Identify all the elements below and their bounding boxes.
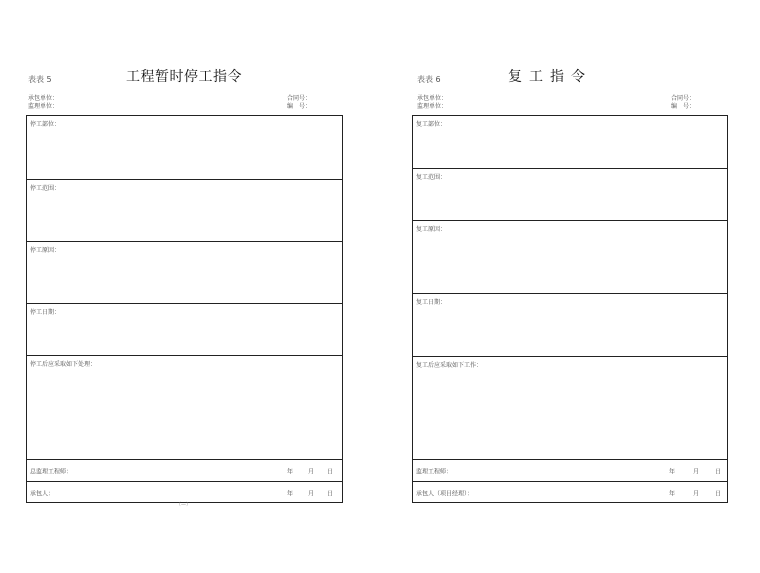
table-number: 表表 5 xyxy=(28,75,52,84)
row-label: 停工原因： xyxy=(30,247,61,254)
form-table xyxy=(26,115,343,503)
date-day: 日 xyxy=(327,490,334,497)
contractor-label: 承包单位： xyxy=(28,95,59,102)
date-month: 月 xyxy=(693,468,700,475)
row-stop-actions xyxy=(27,355,342,459)
row-label: 复工日期： xyxy=(416,299,447,306)
row-label: 停工后应采取如下处理： xyxy=(30,361,97,368)
row-supervisor-signature xyxy=(413,459,727,481)
signature-label: 总监理工程师： xyxy=(30,468,73,475)
signature-label: 承包人： xyxy=(30,490,55,497)
date-year: 年 xyxy=(287,490,294,497)
date-month: 月 xyxy=(308,490,315,497)
date-year: 年 xyxy=(669,490,676,497)
signature-label: 监理工程师： xyxy=(416,468,453,475)
supervisor-label: 监理单位： xyxy=(28,103,59,110)
row-resume-reason xyxy=(413,220,727,293)
date-day: 日 xyxy=(327,468,334,475)
supervisor-label: 监理单位： xyxy=(417,103,448,110)
resume-work-order-form xyxy=(380,0,760,573)
row-label: 复工部位： xyxy=(416,121,447,128)
date-month: 月 xyxy=(308,468,315,475)
row-stop-scope xyxy=(27,179,342,241)
row-resume-location xyxy=(413,116,727,168)
row-label: 停工日期： xyxy=(30,309,61,316)
row-label: 复工范围： xyxy=(416,174,447,181)
date-year: 年 xyxy=(287,468,294,475)
row-resume-scope xyxy=(413,168,727,220)
row-contractor-signature xyxy=(27,481,342,503)
row-stop-date xyxy=(27,303,342,355)
date-day: 日 xyxy=(715,490,722,497)
date-year: 年 xyxy=(669,468,676,475)
row-label: 复工后应采取如下工作： xyxy=(416,362,483,369)
row-chief-supervisor-signature xyxy=(27,459,342,481)
form-table xyxy=(412,115,728,503)
table-number: 表表 6 xyxy=(417,75,441,84)
contract-number-label: 合同号： xyxy=(671,95,696,102)
row-label: 复工原因： xyxy=(416,226,447,233)
row-resume-date xyxy=(413,293,727,356)
row-label: 停工部位： xyxy=(30,121,61,128)
row-label: 停工范围： xyxy=(30,185,61,192)
row-stop-location xyxy=(27,116,342,179)
form-title: 工程暂时停工指令 xyxy=(126,69,242,85)
page-marker: （—） xyxy=(176,502,192,508)
contract-number-label: 合同号： xyxy=(287,95,312,102)
row-contractor-signature xyxy=(413,481,727,503)
serial-number-label: 编 号： xyxy=(287,103,312,110)
signature-label: 承包人（项目经理）： xyxy=(416,490,474,497)
row-stop-reason xyxy=(27,241,342,303)
date-day: 日 xyxy=(715,468,722,475)
form-title: 复工指令 xyxy=(508,69,592,85)
contractor-label: 承包单位： xyxy=(417,95,448,102)
row-resume-actions xyxy=(413,356,727,459)
serial-number-label: 编 号： xyxy=(671,103,696,110)
date-month: 月 xyxy=(693,490,700,497)
